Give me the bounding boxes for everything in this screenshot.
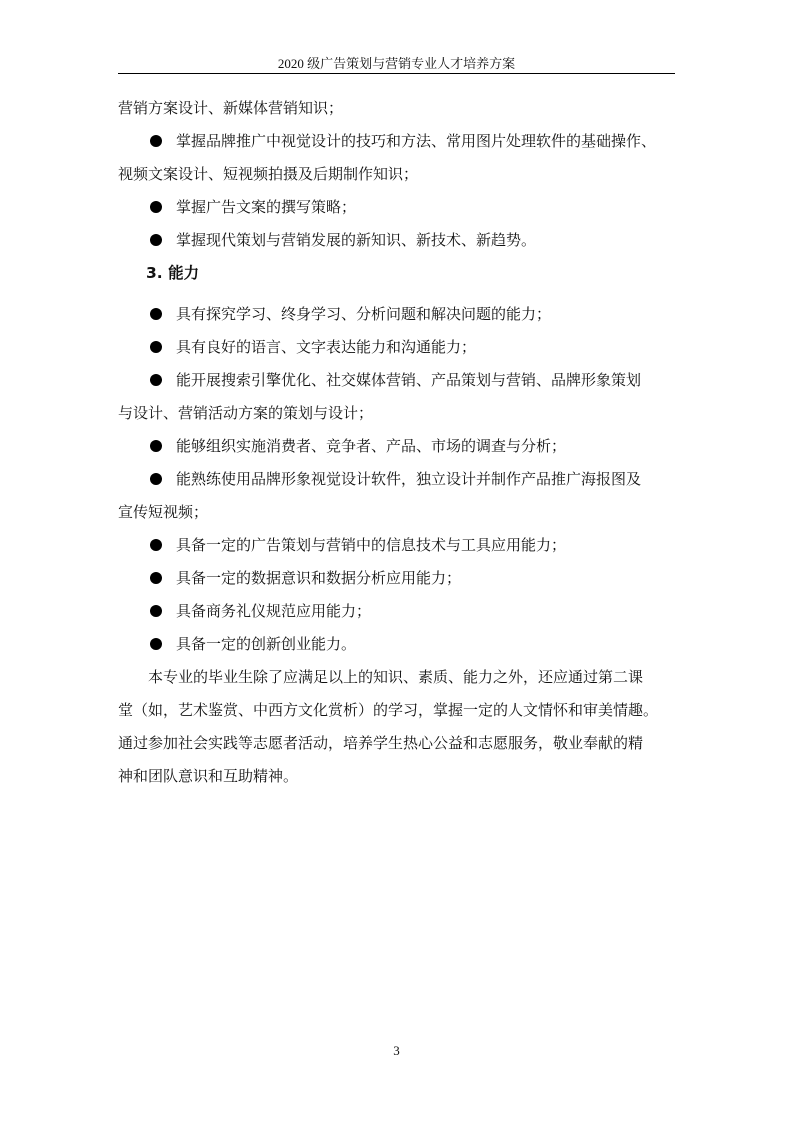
- ability-item: [118, 364, 678, 397]
- ability-item: [118, 430, 678, 463]
- bullet-icon: [150, 201, 162, 213]
- knowledge-item-text: 掌握品牌推广中视觉设计的技巧和方法、常用图片处理软件的基础操作、: [176, 132, 657, 150]
- ability-item: [118, 529, 678, 562]
- summary-paragraph-line: 堂（如，艺术鉴赏、中西方文化赏析）的学习，掌握一定的人文情怀和审美情趣。: [118, 701, 659, 719]
- bullet-icon: [150, 234, 162, 246]
- knowledge-item-text: 掌握现代策划与营销发展的新知识、新技术、新趋势。: [176, 231, 537, 249]
- ability-item: [118, 331, 678, 364]
- bullet-icon: [150, 638, 162, 650]
- bullet-icon: [150, 572, 162, 584]
- ability-item-text: 具有良好的语言、文字表达能力和沟通能力；: [176, 338, 477, 356]
- page-number: 3: [393, 1043, 400, 1058]
- bullet-icon: [150, 135, 162, 147]
- bullet-icon: [150, 308, 162, 320]
- knowledge-item-trends: [118, 224, 678, 257]
- header-divider: [118, 73, 675, 74]
- ability-item: [118, 562, 678, 595]
- knowledge-item-visual-wrap: 视频文案设计、短视频拍摄及后期制作知识；: [118, 165, 419, 183]
- knowledge-continuation: 营销方案设计、新媒体营销知识；: [118, 99, 344, 117]
- summary-paragraph-line: 神和团队意识和互助精神。: [118, 767, 299, 785]
- page-header-title: 2020 级广告策划与营销专业人才培养方案: [277, 56, 516, 71]
- ability-item: [118, 628, 678, 661]
- summary-paragraph-line: 本专业的毕业生除了应满足以上的知识、素质、能力之外，还应通过第二课: [148, 668, 644, 686]
- ability-item-text: 具备一定的数据意识和数据分析应用能力；: [176, 569, 462, 587]
- summary-paragraph-line: 通过参加社会实践等志愿者活动，培养学生热心公益和志愿服务，敬业奉献的精: [118, 734, 644, 752]
- ability-item: [118, 298, 678, 331]
- knowledge-item-visual: [118, 125, 678, 158]
- knowledge-item-copywriting: [118, 191, 678, 224]
- bullet-icon: [150, 341, 162, 353]
- ability-item-text: 能熟练使用品牌形象视觉设计软件，独立设计并制作产品推广海报图及: [176, 470, 642, 488]
- knowledge-item-text: 掌握广告文案的撰写策略；: [176, 198, 357, 216]
- ability-item-text: 具备商务礼仪规范应用能力；: [176, 602, 372, 620]
- bullet-icon: [150, 440, 162, 452]
- document-body: [118, 92, 678, 793]
- ability-item: [118, 595, 678, 628]
- ability-item-text: 具备一定的广告策划与营销中的信息技术与工具应用能力；: [176, 536, 567, 554]
- ability-item-text: 具备一定的创新创业能力。: [176, 635, 357, 653]
- ability-item: [118, 463, 678, 496]
- ability-item-wrap: 与设计、营销活动方案的策划与设计；: [118, 404, 374, 422]
- ability-item-text: 能够组织实施消费者、竞争者、产品、市场的调查与分析；: [176, 437, 567, 455]
- bullet-icon: [150, 539, 162, 551]
- ability-item-text: 具有探究学习、终身学习、分析问题和解决问题的能力；: [176, 305, 552, 323]
- bullet-icon: [150, 473, 162, 485]
- ability-item-text: 能开展搜索引擎优化、社交媒体营销、产品策划与营销、品牌形象策划: [176, 371, 642, 389]
- bullet-icon: [150, 374, 162, 386]
- section-heading-ability: 3. 能力: [146, 264, 200, 282]
- bullet-icon: [150, 605, 162, 617]
- ability-item-wrap: 宣传短视频；: [118, 503, 209, 521]
